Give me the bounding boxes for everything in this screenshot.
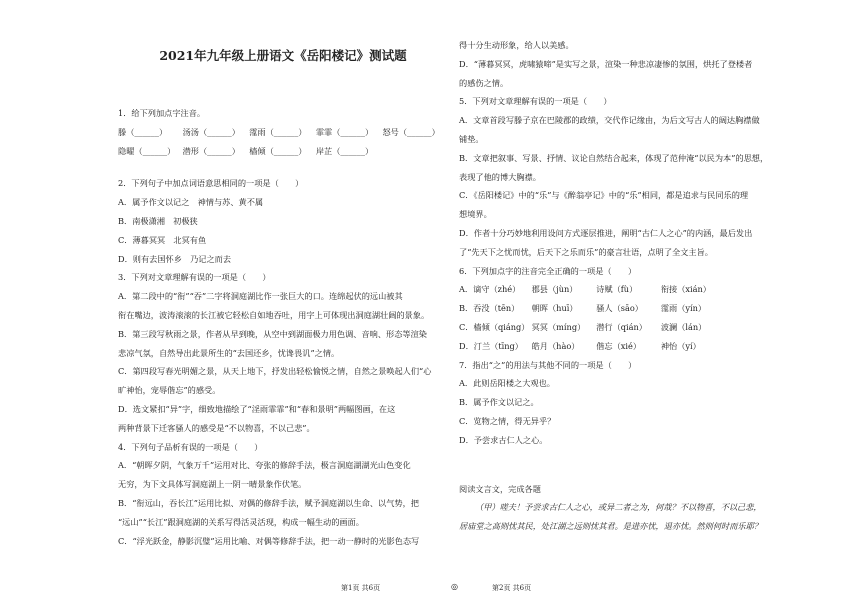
q6-option-d [459,341,852,352]
q6-option-b [459,303,852,314]
q6-stem: 6．下列加点字的注音完全正确的一项是（ ） [459,265,637,276]
q7-stem: 7．指出“之”的用法与其他不同的一项是（ ） [459,359,637,370]
q6-option-a [459,284,852,295]
q2-option-b: B．南极潇湘 初极狭 [118,215,198,226]
q3-line: 两种背景下迁客骚人的感受是“不以物喜，不以己悲”。 [118,422,315,433]
q3-line: B．第三段写秋雨之景，作者从早到晚，从空中到湖面极力用色调、音响、形态等渲染 [118,328,427,339]
q6-item: 诗赋（fù） [596,284,638,295]
q6-item: D．汀兰（tīng） [459,340,523,351]
q2-option-c: C．薄暮冥冥 北冥有鱼 [118,234,207,245]
q1-item: 霏霏（______） [315,126,374,137]
q3-line: A．第二段中的“衔”“吞”二字将洞庭湖比作一张巨大的口。连绵起伏的远山被其 [118,291,403,302]
q1-item: 岸芷（______） [315,145,374,156]
q1-stem: 1．给下列加点字注音。 [118,108,206,118]
q6-item: 皓月（hào） [531,340,580,351]
q4-cont-line: 的感伤之情。 [459,77,509,88]
q6-item: 冥冥（míng） [531,321,586,332]
q1-item: 霪雨（______） [249,126,307,137]
q5-line: 表现了他的博大胸襟。 [459,171,541,182]
q3-line: 旷神怡，宠辱偕忘”的感受。 [118,385,221,396]
q6-item: 朝晖（huī） [531,303,578,314]
reading-passage-line: （甲）嗟夫！予尝求古仁人之心，或异二者之为，何哉？不以物喜，不以己悲， [475,502,762,513]
q1-row2 [118,146,418,157]
q4-line: C．“浮光跃金，静影沉璧”运用比喻、对偶等修辞手法，把一动一静时的光影色态写 [118,535,420,546]
q3-line: 衔在嘴边，波涛滚滚的长江被它轻松自如地吞吐，用字上可体现出洞庭湖壮阔的景象。 [118,309,430,320]
q5-stem: 5．下列对文章理解有误的一项是（ ） [459,96,612,107]
copyright-icon: ◎ [451,582,458,591]
q4-cont-line: D．“薄暮冥冥，虎啸猿啼”是实写之景，渲染一种悲凉凄惨的氛围，烘托了登楼者 [459,58,753,69]
q2-option-d: D．则有去国怀乡 乃记之而去 [118,253,232,264]
q1-item: 樯倾（______） [249,145,307,156]
q5-line: 铺垫。 [459,133,484,144]
q1-item: 滕（______） [118,126,168,137]
q6-item: 波澜（lán） [660,321,707,332]
q3-stem: 3．下列对文章理解有误的一项是（ ） [118,272,271,283]
q3-line: C．第四段写春光明媚之景，从天上地下，抒发出轻松愉悦之情，自然之景唤起人们“心 [118,366,432,377]
q6-item: 潜行（qián） [596,321,647,332]
q6-option-c [459,322,852,333]
q5-line: D．作者十分巧妙地利用设问方式逐层推进，阐明“古仁人之心”的内涵，最后发出 [459,227,753,238]
q1-item: 汤汤（______） [182,126,240,137]
q4-stem: 4．下列句子品析有误的一项是（ ） [118,441,263,452]
page-right [430,0,860,607]
q5-line: 了“先天下之忧而忧，后天下之乐而乐”的豪言壮语，点明了全文主旨。 [459,246,713,257]
q4-line: “远山”“长江”跟洞庭湖的关系写得活灵活现，构成一幅生动的画面。 [118,516,364,527]
q5-line: B．文章把叙事、写景、抒情、议论自然结合起来，体现了范仲淹“以民为本”的思想， [459,152,769,163]
reading-stem: 阅读文言文，完成各题 [459,483,541,494]
page-footer-right: 第2页 共6页 [492,584,532,592]
page-title: 2021年九年级上册语文《岳阳楼记》测试题 [159,48,407,63]
q1-row1 [118,126,440,138]
q6-item: 霪雨（yín） [660,303,707,314]
q5-line: C．《岳阳楼记》中的“乐”与《醉翁亭记》中的“乐”相同，都是追求与民同乐的理 [459,190,749,201]
q6-item: 偕忘（xié） [596,340,642,351]
q2-option-a: A．属予作文以记之 神情与苏、黄不属 [118,197,264,208]
q5-line: A．文章首段写滕子京在巴陵郡的政绩，交代作记缘由，为后文写古人的阔达胸襟做 [459,115,760,126]
q1-item: 潜形（______） [182,145,240,156]
q5-line: 想境界。 [459,209,492,220]
q1-item: 怒号（______） [382,126,440,137]
q7-option-c: C．览物之情，得无异乎？ [459,415,556,426]
page-footer-left: 第1页 共6页 [341,584,381,592]
q7-option-a: A．此则岳阳楼之大观也。 [459,378,555,389]
q6-item: 衔接（xián） [660,284,711,295]
q3-line: D．选文紧扣“异”字，细致地描绘了“淫雨霏霏”和“春和景明”两幅图画，在这 [118,403,396,414]
q6-item: 神怡（yí） [660,340,701,351]
q2-stem: 2．下列句子中加点词语意思相同的一项是（ ） [118,178,304,189]
q4-line: B．“衔远山，吞长江”运用比拟、对偶的修辞手法，赋予洞庭湖以生命、以气势，把 [118,497,419,508]
q1-item: 隐曜（______） [118,145,176,156]
q6-item: C．樯倾（qiáng） [459,321,530,332]
q7-option-b: B．属予作文以记之。 [459,397,539,408]
q6-item: A．谪守（zhé） [459,284,521,295]
q4-cont-line: 得十分生动形象，给人以美感。 [459,40,574,50]
q7-option-d: D．予尝求古仁人之心。 [459,434,548,445]
q3-line: 悲凉气氛，自然导出此景所生的“去国还乡，忧谗畏讥”之情。 [118,347,340,358]
q6-item: B．吞没（tēn） [459,303,520,314]
q4-line: A．“朝晖夕阴，气象万千”运用对比、夸张的修辞手法，极言洞庭湖湖光山色变化 [118,460,411,471]
reading-passage-line: 居庙堂之高则忧其民，处江湖之远则忧其君。是进亦忧，退亦忧。然则何时而乐耶？ [459,521,762,532]
q6-item: 骚人（sāo） [596,303,643,314]
q4-line: 无穷，为下文具体写洞庭湖上一阴一晴景象作伏笔。 [118,479,307,490]
q6-item: 郡县（jùn） [531,284,578,295]
